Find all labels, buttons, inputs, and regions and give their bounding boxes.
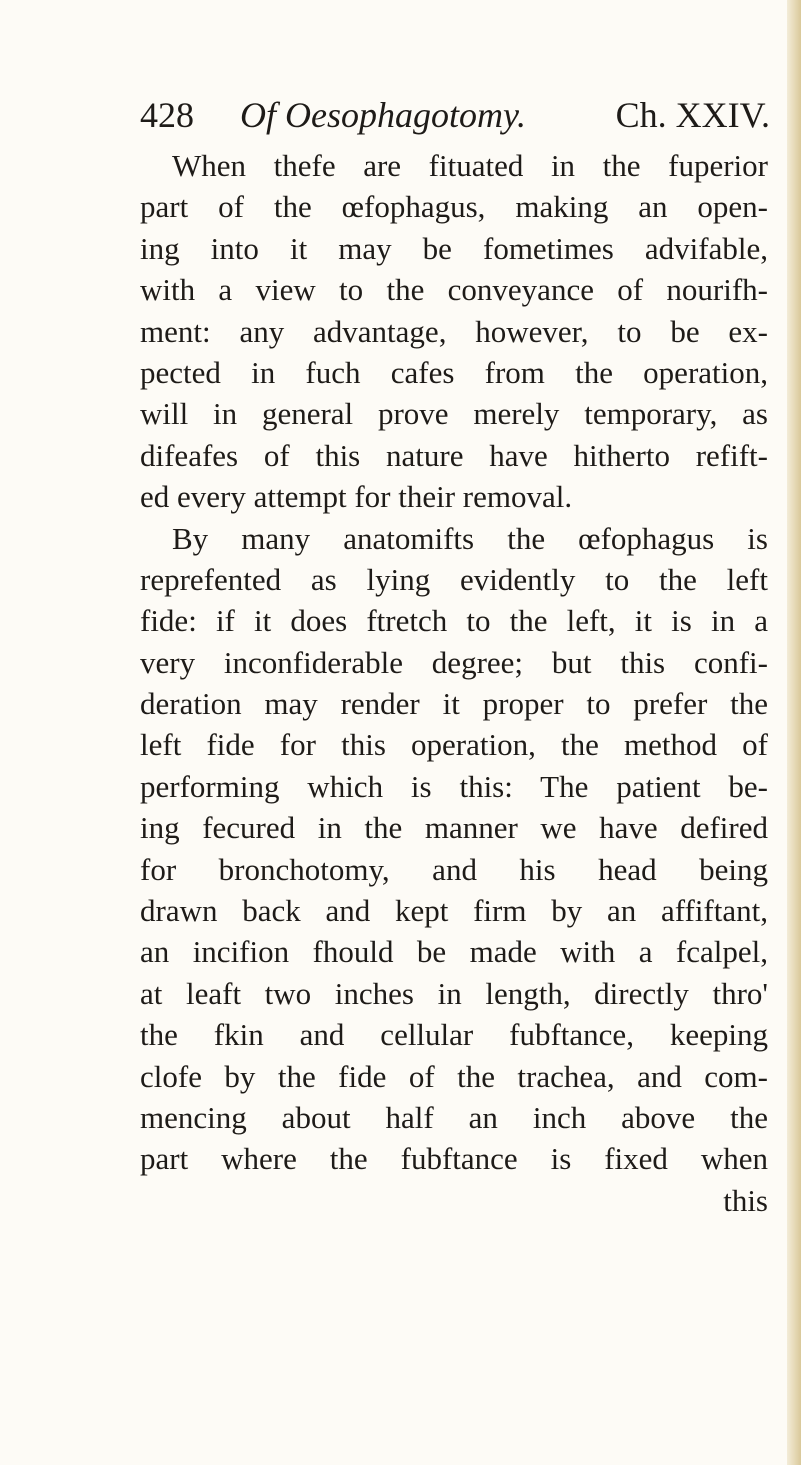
text-line: performing which is this: The patient be- <box>140 768 768 804</box>
running-header <box>140 92 770 138</box>
text-line: mencing about half an inch above the <box>140 1099 768 1135</box>
page-number: 428 <box>140 95 194 135</box>
catchword: this <box>723 1182 768 1218</box>
text-line: for bronchotomy, and his head being <box>140 851 768 887</box>
page-edge <box>787 0 801 1465</box>
text-line: with a view to the conveyance of nourifh- <box>140 272 768 308</box>
text-line: part where the fubftance is fixed when <box>140 1141 768 1177</box>
text-line: pected in fuch cafes from the operation, <box>140 354 768 390</box>
text-line: ing fecured in the manner we have defired <box>140 810 768 846</box>
text-line: ment: any advantage, however, to be ex- <box>140 313 768 349</box>
text-line: the fkin and cellular fubftance, keeping <box>140 1017 768 1053</box>
text-line: left fide for this operation, the method of <box>140 727 768 763</box>
text-line: will in general prove merely temporary, as <box>140 396 768 432</box>
body-text <box>140 145 768 1221</box>
text-line: When thefe are fituated in the fuperior <box>172 148 768 183</box>
text-line: drawn back and kept firm by an affiftant, <box>140 893 768 929</box>
text-line: fide: if it does ftretch to the left, it is in a <box>140 603 768 639</box>
text-line: at leaft two inches in length, directly thro' <box>140 975 768 1011</box>
text-line: part of the œfophagus, making an open- <box>140 189 768 225</box>
running-title: Of Oesophagotomy. <box>240 95 526 135</box>
text-line: By many anatomifts the œfophagus is <box>172 520 768 556</box>
text-line: clofe by the fide of the trachea, and com- <box>140 1058 768 1094</box>
text-line: ed every attempt for their removal. <box>140 479 573 515</box>
text-line: deration may render it proper to prefer the <box>140 686 768 722</box>
chapter-label: Ch. XXIV. <box>615 95 770 135</box>
text-line: difeafes of this nature have hitherto refift- <box>140 437 768 473</box>
text-line: ing into it may be fometimes advifable, <box>140 230 768 266</box>
text-line: reprefented as lying evidently to the left <box>140 561 768 597</box>
text-line: very inconfiderable degree; but this confi- <box>140 644 768 680</box>
text-line: an incifion fhould be made with a fcalpel, <box>140 934 768 970</box>
